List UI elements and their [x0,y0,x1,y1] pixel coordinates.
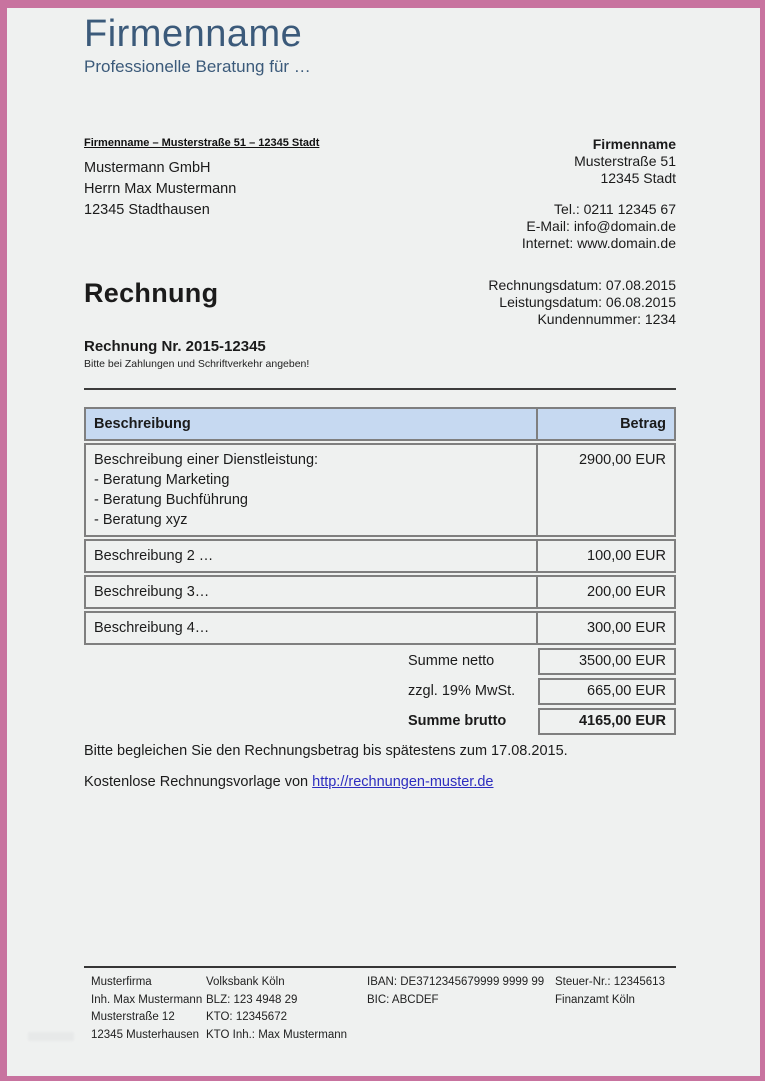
summary-label: zzgl. 19% MwSt. [408,683,516,699]
separator-line [84,388,676,390]
template-link[interactable]: http://rechnungen-muster.de [312,774,494,790]
item-description-line: Beschreibung 4… [94,620,210,636]
table-summary [84,648,676,735]
recipient-line: Herrn Max Mustermann [84,181,237,197]
table-header-row [84,407,676,441]
invoice-number-note: Bitte bei Zahlungen und Schriftverkehr angeben! [84,358,310,370]
item-description-line: - Beratung Buchführung [94,492,248,508]
company-email: E-Mail: info@domain.de [526,218,676,234]
item-amount-cell: 2900,00 EUR [536,445,674,535]
spacer [84,678,408,705]
item-amount-cell: 300,00 EUR [536,613,674,643]
table-row [84,575,676,609]
company-phone: Tel.: 0211 12345 67 [554,201,676,217]
footer-line-text: BLZ: 123 4948 29 [206,993,298,1006]
item-description-line: Beschreibung 3… [94,584,210,600]
footer-column [555,974,683,1044]
sender-return-address: Firmenname – Musterstraße 51 – 12345 Stadt [84,137,320,149]
footer-line-text: KTO: 12345672 [206,1011,287,1023]
spacer [522,187,676,201]
footer-column [367,974,555,1044]
footer-line-text: BIC: ABCDEF [367,993,439,1006]
item-description-cell [86,541,536,571]
spacer [84,708,408,735]
summary-row [84,708,676,735]
invoice-number: Rechnung Nr. 2015-12345 [84,338,266,355]
company-contact-block [522,136,676,252]
item-description-cell [86,613,536,643]
footer [91,974,683,1044]
item-amount-cell: 100,00 EUR [536,541,674,571]
summary-row [84,648,676,675]
footer-line-text: Musterstraße 12 [91,1011,175,1023]
summary-label: Summe netto [408,653,495,669]
item-description-cell [86,445,536,535]
company-street: Musterstraße 51 [574,153,676,169]
column-header-description: Beschreibung [94,416,191,432]
recipient-line: Mustermann GmbH [84,160,211,176]
item-description-line: - Beratung Marketing [94,472,230,488]
table-body [84,443,676,645]
recipient-address [84,158,236,221]
footer-line [84,966,676,968]
item-description-line: - Beratung xyz [94,512,188,528]
table-row [84,443,676,537]
template-note-prefix: Kostenlose Rechnungsvorlage von [84,774,313,790]
table-row [84,611,676,645]
company-logo-text: Firmenname [84,13,303,55]
recipient-line: 12345 Stadthausen [84,202,210,218]
invoice-number-block [84,338,309,370]
footer-line-text: IBAN: DE3712345679999 9999 99 [367,976,545,988]
invoice-dates [488,277,676,328]
summary-row [84,678,676,705]
table-row [84,539,676,573]
logo-block [84,14,311,77]
footer-line-text: 12345 Musterhausen [91,1028,200,1041]
invoice-date-line: Kundennummer: 1234 [537,311,676,327]
company-name: Firmenname [592,136,676,152]
item-description-line: Beschreibung 2 … [94,548,214,564]
summary-amount-cell: 4165,00 EUR [538,708,676,735]
summary-amount-cell: 3500,00 EUR [538,648,676,675]
spacer [84,648,408,675]
template-note [84,774,494,790]
column-header-amount: Betrag [536,409,674,439]
footer-line-text: Volksbank Köln [206,976,285,988]
summary-label: Summe brutto [408,713,507,729]
footer-line-text: KTO Inh.: Max Mustermann [206,1028,348,1041]
company-website: Internet: www.domain.de [521,235,676,251]
company-city: 12345 Stadt [600,170,676,186]
company-tagline: Professionelle Beratung für … [84,57,311,76]
invoice-date-line: Leistungsdatum: 06.08.2015 [499,294,676,310]
watermark [28,1032,74,1041]
payment-note: Bitte begleichen Sie den Rechnungsbetrag bis spätestens zum 17.08.2015. [84,743,568,759]
summary-amount-cell: 665,00 EUR [538,678,676,705]
footer-line-text: Finanzamt Köln [555,993,635,1006]
footer-line-text: Steuer-Nr.: 12345613 [555,976,665,988]
item-amount-cell: 200,00 EUR [536,577,674,607]
item-description-line: Beschreibung einer Dienstleistung: [94,452,319,468]
footer-line-text: Inh. Max Mustermann [91,993,203,1006]
invoice-date-line: Rechnungsdatum: 07.08.2015 [488,277,676,293]
footer-line-text: Musterfirma [91,976,152,988]
footer-column [206,974,367,1044]
footer-column [91,974,206,1044]
page-title: Rechnung [84,278,219,308]
items-table [84,407,676,735]
item-description-cell [86,577,536,607]
